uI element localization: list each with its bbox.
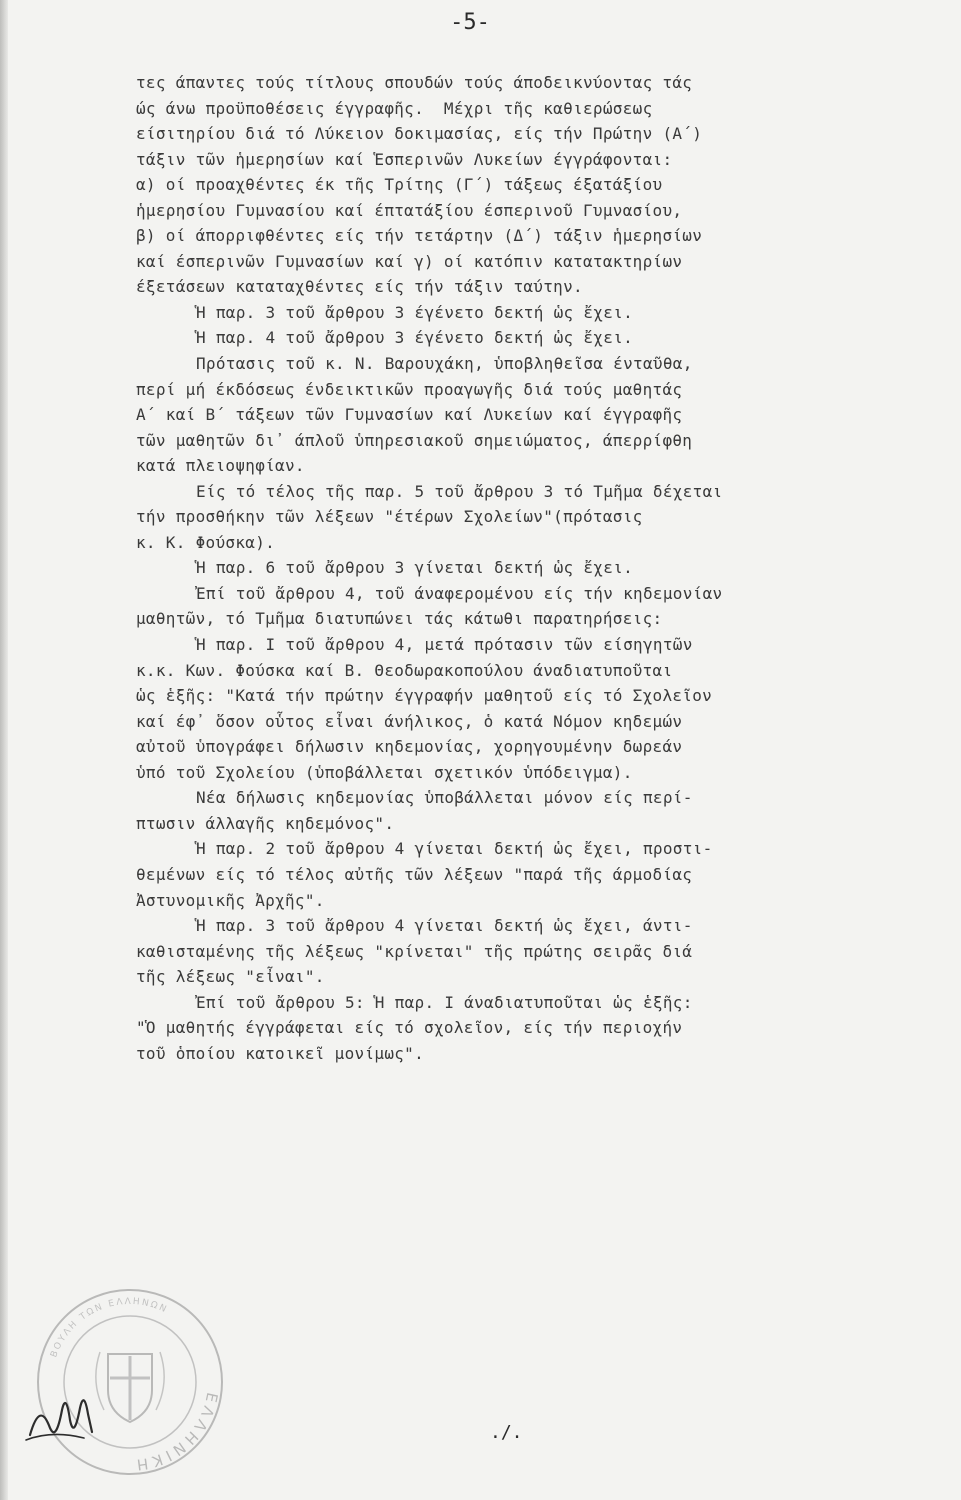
- text-line: κ. Κ. Φούσκα).: [136, 532, 276, 552]
- svg-text:ΕΛΛΗΝΙΚΗ: ΕΛΛΗΝΙΚΗ: [131, 1390, 222, 1475]
- page-number: -5-: [450, 10, 490, 35]
- text-line: θεμένων είς τό τέλος αὐτῆς τῶν λέξεων "παρά τῆς άρμοδίας: [136, 864, 693, 884]
- text-line: τῶν μαθητῶν δι᾽ άπλοῦ ὑπηρεσιακοῦ σημειώματος, άπερρίφθη: [136, 430, 693, 450]
- text-line: έξετάσεων καταταχθέντες είς τήν τάξιν ταύτην.: [136, 277, 583, 297]
- typed-text-body: [136, 70, 936, 1066]
- text-line: Ἡ παρ. 3 τοῦ ἄρθρου 4 γίνεται δεκτή ὡς ἔχει, άντι-: [196, 916, 693, 936]
- text-line: καθισταμένης τῆς λέξεως "κρίνεται" τῆς πρώτης σειρᾶς διά: [136, 941, 693, 961]
- text-line: πτωσιν άλλαγῆς κηδεμόνος".: [136, 813, 395, 833]
- text-line: Ἡ παρ. Ι τοῦ ἄρθρου 4, μετά πρότασιν τῶν είσηγητῶν: [196, 635, 693, 655]
- text-line: είσιτηρίου διά τό Λύκειον δοκιμασίας, είς τήν Πρώτην (Α΄): [136, 124, 703, 144]
- svg-text:ΒΟΥΛΗ ΤΩΝ ΕΛΛΗΝΩΝ: ΒΟΥΛΗ ΤΩΝ ΕΛΛΗΝΩΝ: [49, 1296, 170, 1359]
- text-line: Ἡ παρ. 6 τοῦ ἄρθρου 3 γίνεται δεκτή ὡς ἔχει.: [196, 558, 634, 578]
- text-line: Α΄ καί Β΄ τάξεων τῶν Γυμνασίων καί Λυκείων καί έγγραφῆς: [136, 405, 683, 425]
- text-line: κ.κ. Κων. Φούσκα καί Β. Θεοδωρακοπούλου άναδιατυποῦται: [136, 660, 673, 680]
- text-line: ώς άνω προϋποθέσεις έγγραφῆς. Μέχρι τῆς καθιερώσεως: [136, 98, 653, 118]
- text-line: τῆς λέξεως "εἶναι".: [136, 967, 325, 987]
- text-line: τες άπαντες τούς τίτλους σπουδών τούς άποδεικνύοντας τάς: [136, 73, 693, 92]
- text-line: ὡς ἑξῆς: "Κατά τήν πρώτην έγγραφήν μαθητοῦ είς τό Σχολεῖον: [136, 686, 713, 706]
- text-line: ὑπό τοῦ Σχολείου (ὑποβάλλεται σχετικόν ὑπόδειγμα).: [136, 762, 633, 782]
- text-line: Ἐπί τοῦ ἄρθρου 4, τοῦ άναφερομένου είς τήν κηδεμονίαν: [196, 583, 723, 603]
- text-line: Ἡ παρ. 2 τοῦ ἄρθρου 4 γίνεται δεκτή ὡς ἔχει, προστι-: [196, 839, 713, 859]
- text-line: Ἡ παρ. 3 τοῦ ἄρθρου 3 έγένετο δεκτή ὡς ἔχει.: [196, 302, 634, 322]
- text-line: β) οί άπορριφθέντες είς τήν τετάρτην (Δ΄) τάξιν ἡμερησίων: [136, 226, 703, 246]
- text-line: τάξιν τῶν ἡμερησίων καί Ἑσπερινῶν Λυκείων έγγράφονται:: [136, 149, 673, 169]
- text-line: καί έσπερινῶν Γυμνασίων καί γ) οί κατόπιν κατατακτηρίων: [136, 251, 683, 271]
- text-line: Ἐπί τοῦ ἄρθρου 5: Ἡ παρ. Ι άναδιατυποῦται ὡς ἑξῆς:: [196, 992, 693, 1012]
- text-line: μαθητῶν, τό Τμῆμα διατυπώνει τάς κάτωθι παρατηρήσεις:: [136, 609, 663, 629]
- text-line: αὐτοῦ ὑπογράφει δήλωσιν κηδεμονίας, χορηγουμένην δωρεάν: [136, 737, 683, 757]
- page-edge-shadow: [0, 0, 8, 1500]
- text-line: καί έφ᾽ ὅσον οὗτος εἶναι άνήλικος, ὁ κατά Νόμον κηδεμών: [136, 711, 683, 731]
- text-line: "Ὁ μαθητής έγγράφεται είς τό σχολεῖον, είς τήν περιοχήν: [136, 1018, 683, 1038]
- text-line: κατά πλειοψηφίαν.: [136, 456, 305, 476]
- text-line: Ἀστυνομικῆς Ἀρχῆς".: [136, 890, 325, 910]
- text-line: α) οί προαχθέντες έκ τῆς Τρίτης (Γ΄) τάξεως έξατάξίου: [136, 175, 663, 195]
- text-line: τήν προσθήκην τῶν λέξεων "έτέρων Σχολείων"(πρότασις: [136, 507, 643, 527]
- text-line: Είς τό τέλος τῆς παρ. 5 τοῦ ἄρθρου 3 τό Τμῆμα δέχεται: [196, 481, 723, 501]
- text-line: Πρότασις τοῦ κ. Ν. Βαρουχάκη, ὑποβληθεῖσα ένταῦθα,: [196, 354, 693, 374]
- text-line: ἡμερησίου Γυμνασίου καί έπτατάξίου έσπερινοῦ Γυμνασίου,: [136, 200, 683, 220]
- text-line: Ἡ παρ. 4 τοῦ ἄρθρου 3 έγένετο δεκτή ὡς ἔχει.: [196, 328, 634, 348]
- continuation-mark: ./.: [490, 1422, 523, 1443]
- signature-icon: [22, 1380, 112, 1450]
- text-line: περί μή έκδόσεως ένδεικτικῶν προαγωγῆς διά τούς μαθητάς: [136, 379, 683, 399]
- text-line: τοῦ ὁποίου κατοικεῖ μονίμως".: [136, 1043, 425, 1063]
- text-line: Νέα δήλωσις κηδεμονίας ὑποβάλλεται μόνον είς περί-: [196, 788, 693, 808]
